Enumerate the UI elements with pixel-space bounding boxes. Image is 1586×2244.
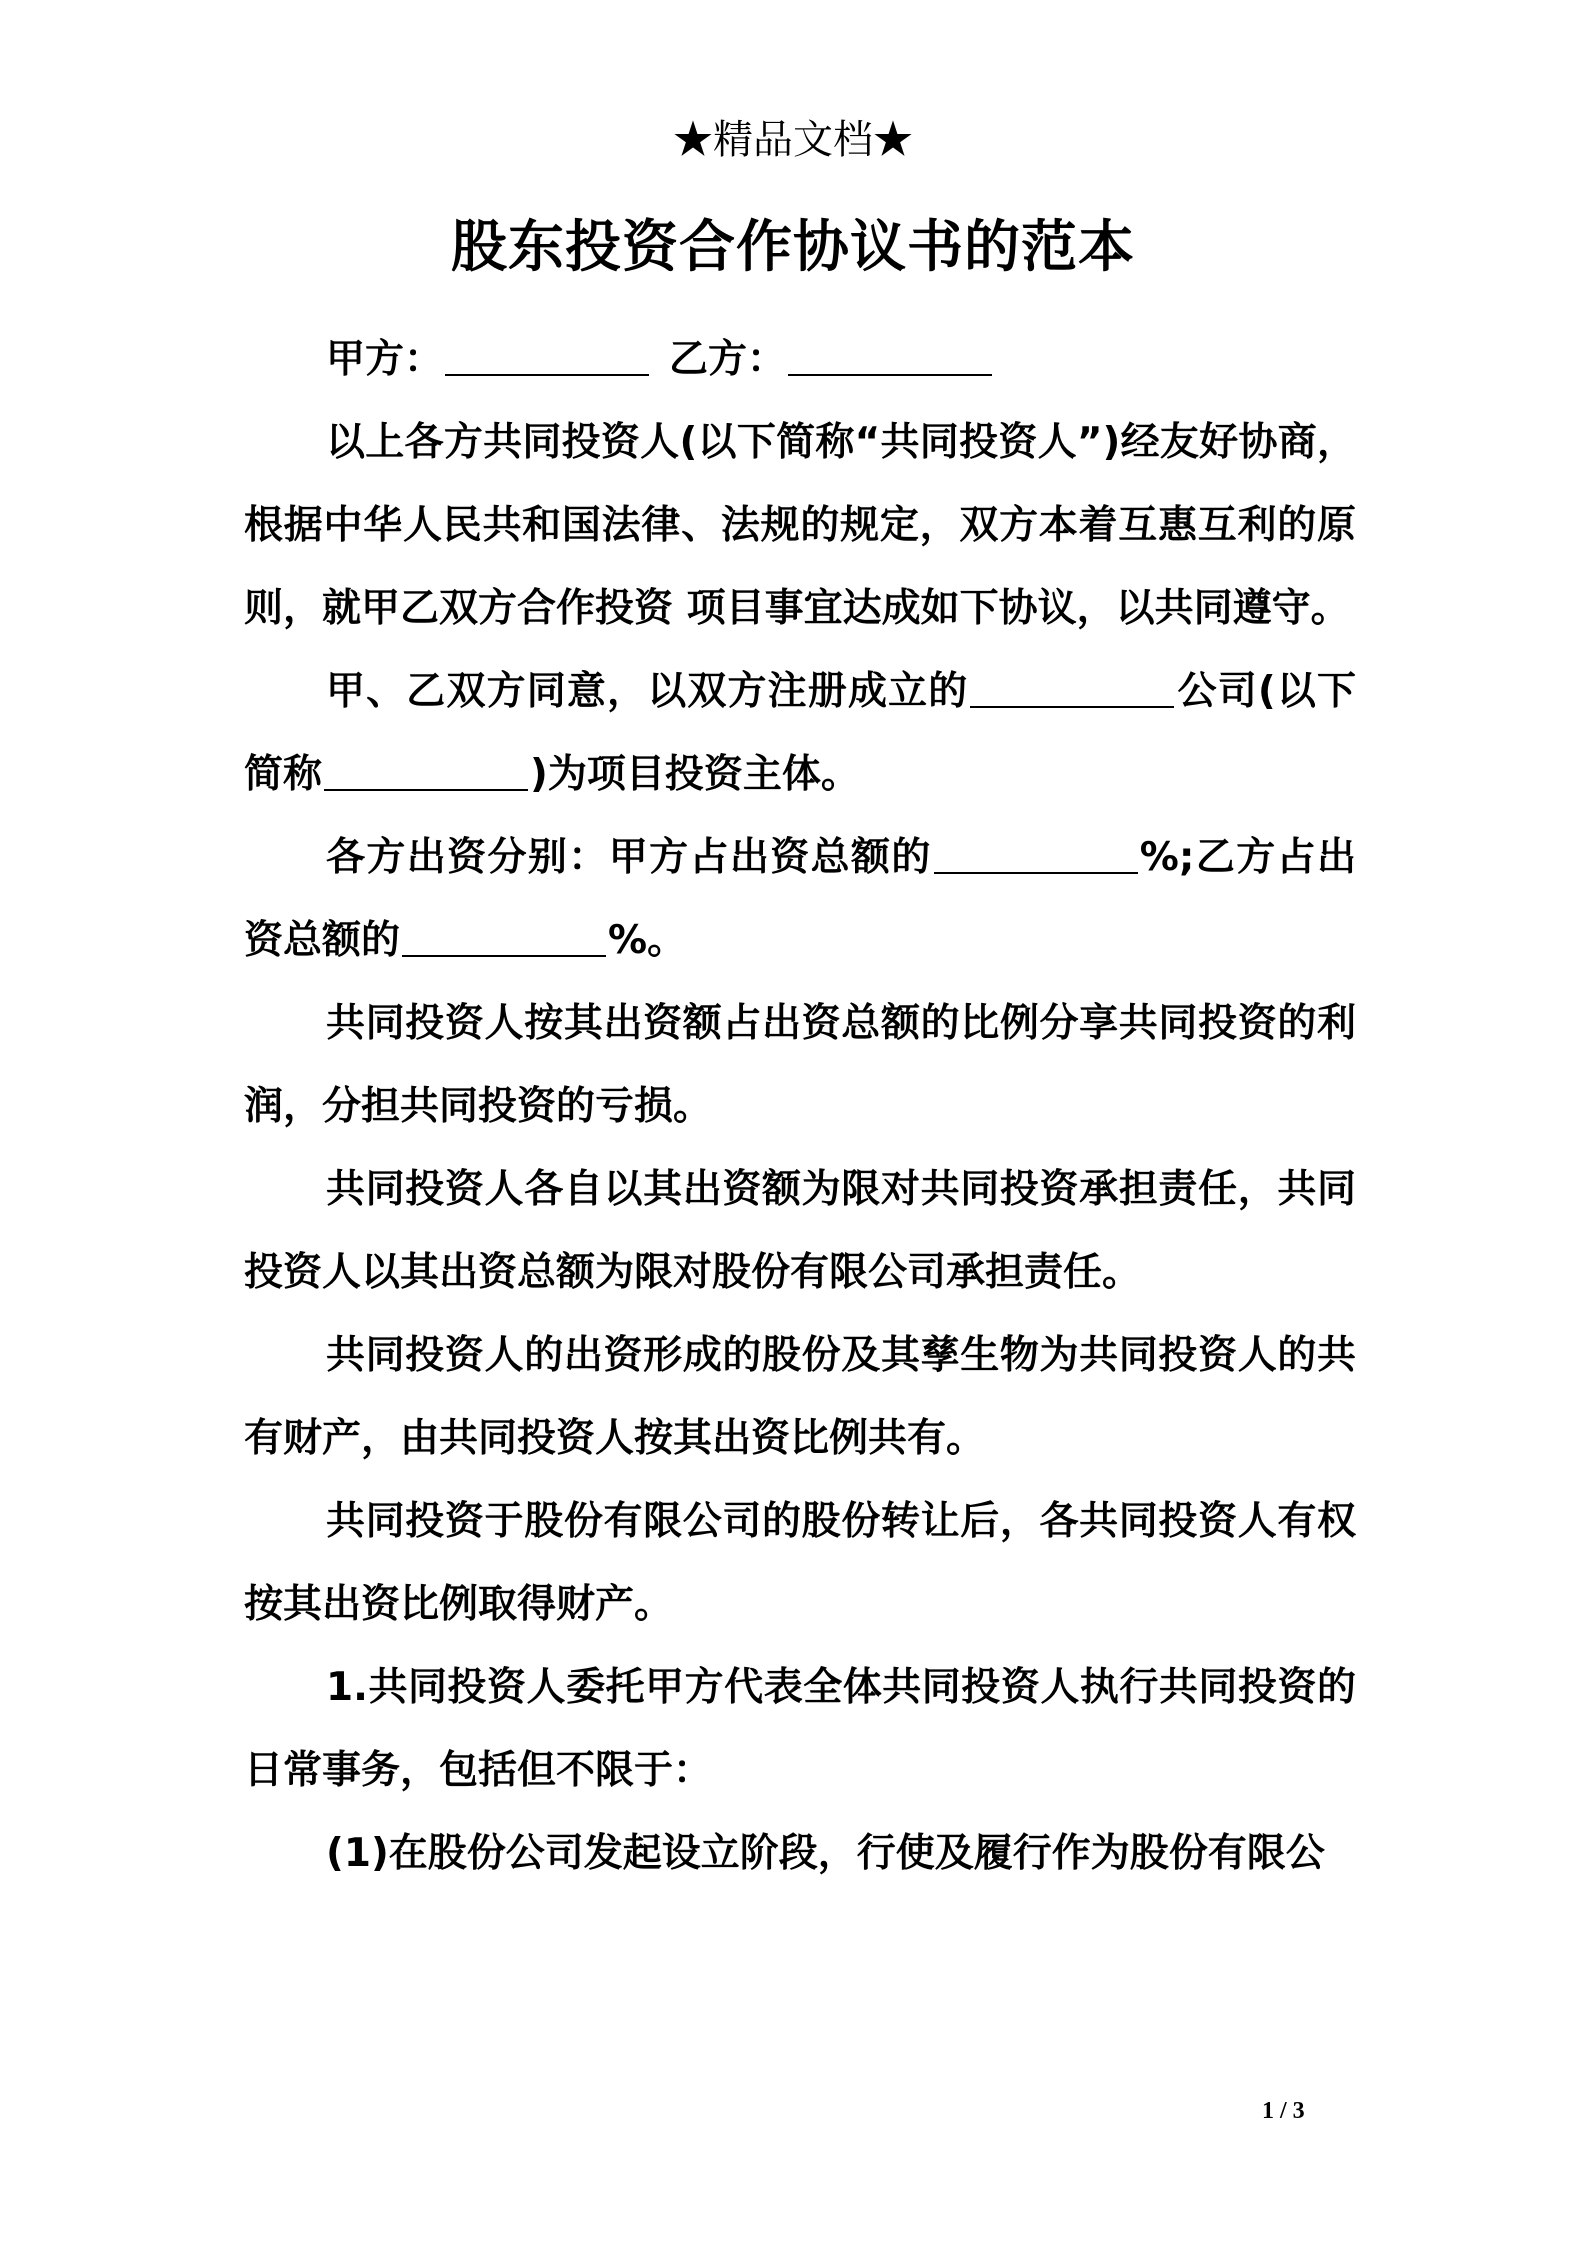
paragraph-share-transfer: 共同投资于股份有限公司的股份转让后，各共同投资人有权按其出资比例取得财产。 — [244, 1499, 1356, 1627]
document-title: 股东投资合作协议书的范本 — [451, 215, 1135, 280]
document-body — [244, 318, 1356, 1895]
party-b-blank — [788, 335, 992, 376]
parties-line — [244, 318, 1356, 401]
company-name-blank — [970, 667, 1174, 708]
paragraph-investment-entity — [244, 650, 1356, 816]
short-name-blank — [324, 750, 528, 791]
party-b-label: 乙方： — [669, 337, 787, 382]
header-mark: ★精品文档★ — [673, 117, 913, 163]
entity-text-1: 甲、乙双方同意，以双方注册成立的 — [326, 669, 969, 714]
contribution-text-2: %;乙方占出资总额的 — [244, 835, 1356, 963]
party-a-percent-blank — [934, 833, 1138, 874]
entity-text-3: )为项目投资主体。 — [530, 752, 860, 797]
paragraph-contribution — [244, 816, 1356, 982]
contribution-text-3: %。 — [608, 918, 687, 963]
page-indicator: 1 / 3 — [1262, 2098, 1305, 2124]
contribution-text-1: 各方出资分别：甲方占出资总额的 — [326, 835, 932, 880]
paragraph-clause-1: 1.共同投资人委托甲方代表全体共同投资人执行共同投资的日常事务，包括但不限于： — [244, 1665, 1356, 1793]
party-a-label: 甲方： — [326, 337, 444, 382]
paragraph-common-property: 共同投资人的出资形成的股份及其孳生物为共同投资人的共有财产，由共同投资人按其出资比例共有。 — [244, 1333, 1356, 1461]
entity-text-2: 公司(以下简称 — [244, 669, 1356, 797]
paragraph-clause-1-1: (1)在股份公司发起设立阶段，行使及履行作为股份有限公 — [326, 1831, 1325, 1876]
paragraph-preamble: 以上各方共同投资人(以下简称“共同投资人”)经友好协商，根据中华人民共和国法律、法规的规定，双方本着互惠互利的原则，就甲乙双方合作投资 项目事宜达成如下协议，以共同遵守。 — [244, 420, 1356, 631]
party-b-percent-blank — [402, 916, 606, 957]
paragraph-profit-sharing: 共同投资人按其出资额占出资总额的比例分享共同投资的利润，分担共同投资的亏损。 — [244, 1001, 1356, 1129]
party-a-blank — [445, 335, 649, 376]
paragraph-liability: 共同投资人各自以其出资额为限对共同投资承担责任，共同投资人以其出资总额为限对股份有限公司承担责任。 — [244, 1167, 1356, 1295]
